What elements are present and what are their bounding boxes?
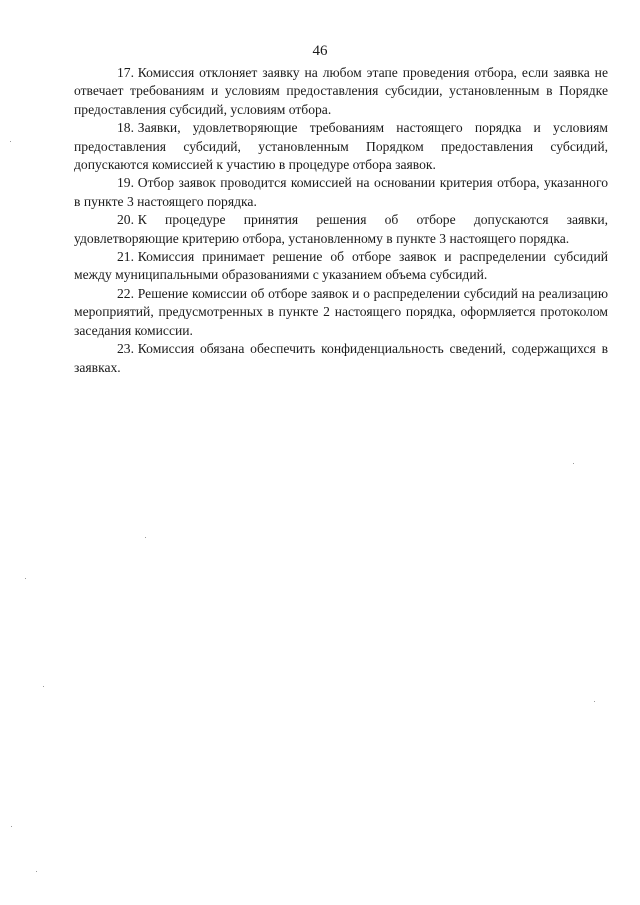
paragraph-17 bbox=[74, 64, 608, 119]
scan-speck bbox=[25, 578, 26, 579]
scan-speck bbox=[145, 537, 146, 538]
paragraph-text: Решение комиссии об отборе заявок и о распределении субсидий на реализацию мероприятий, предусмотренных в пункте 2 настоящего порядка, оформляется протоколом заседания комиссии. bbox=[74, 285, 608, 338]
paragraph-number: 23. bbox=[117, 341, 134, 357]
paragraph-22 bbox=[74, 285, 608, 340]
paragraph-23 bbox=[74, 340, 608, 377]
paragraph-20 bbox=[74, 211, 608, 248]
paragraph-number: 22. bbox=[117, 285, 134, 301]
paragraph-text: К процедуре принятия решения об отборе допускаются заявки, удовлетворяющие критерию отбора, установленному в пункте 3 настоящего порядка. bbox=[74, 212, 608, 246]
paragraph-number: 17. bbox=[117, 65, 134, 80]
paragraph-number: 18. bbox=[117, 120, 134, 136]
scan-speck bbox=[43, 686, 44, 687]
paragraph-number: 20. bbox=[117, 212, 134, 228]
paragraph-19 bbox=[74, 174, 608, 211]
paragraph-text: Комиссия отклоняет заявку на любом этапе проведения отбора, если заявка не отвечает требованиям и условиям предоставления субсидии, установленным в Порядке предоставления субсидий, условиям отбора. bbox=[74, 65, 608, 117]
paragraph-21 bbox=[74, 248, 608, 285]
scan-speck bbox=[36, 871, 37, 872]
paragraph-number: 21. bbox=[117, 249, 134, 265]
paragraph-text: Отбор заявок проводится комиссией на основании критерия отбора, указанного в пункте 3 настоящего порядка. bbox=[74, 175, 608, 209]
scan-speck bbox=[594, 701, 595, 702]
scan-speck bbox=[11, 826, 12, 827]
document-body bbox=[74, 64, 608, 377]
paragraph-number: 19. bbox=[117, 175, 134, 191]
paragraph-18 bbox=[74, 119, 608, 174]
paragraph-text: Комиссия принимает решение об отборе заявок и распределении субсидий между муниципальными образованиями с указанием объема субсидий. bbox=[74, 249, 608, 283]
page-number: 46 bbox=[312, 43, 328, 59]
paragraph-text: Комиссия обязана обеспечить конфиденциальность сведений, содержащихся в заявках. bbox=[74, 341, 608, 375]
scan-speck bbox=[573, 463, 574, 464]
paragraph-text: Заявки, удовлетворяющие требованиям настоящего порядка и условиям предоставления субсидий, установленным Порядком предоставления субсидий, допускаются комиссией к участию в процедуре отбора заявок. bbox=[74, 120, 608, 173]
scan-speck bbox=[10, 141, 11, 142]
